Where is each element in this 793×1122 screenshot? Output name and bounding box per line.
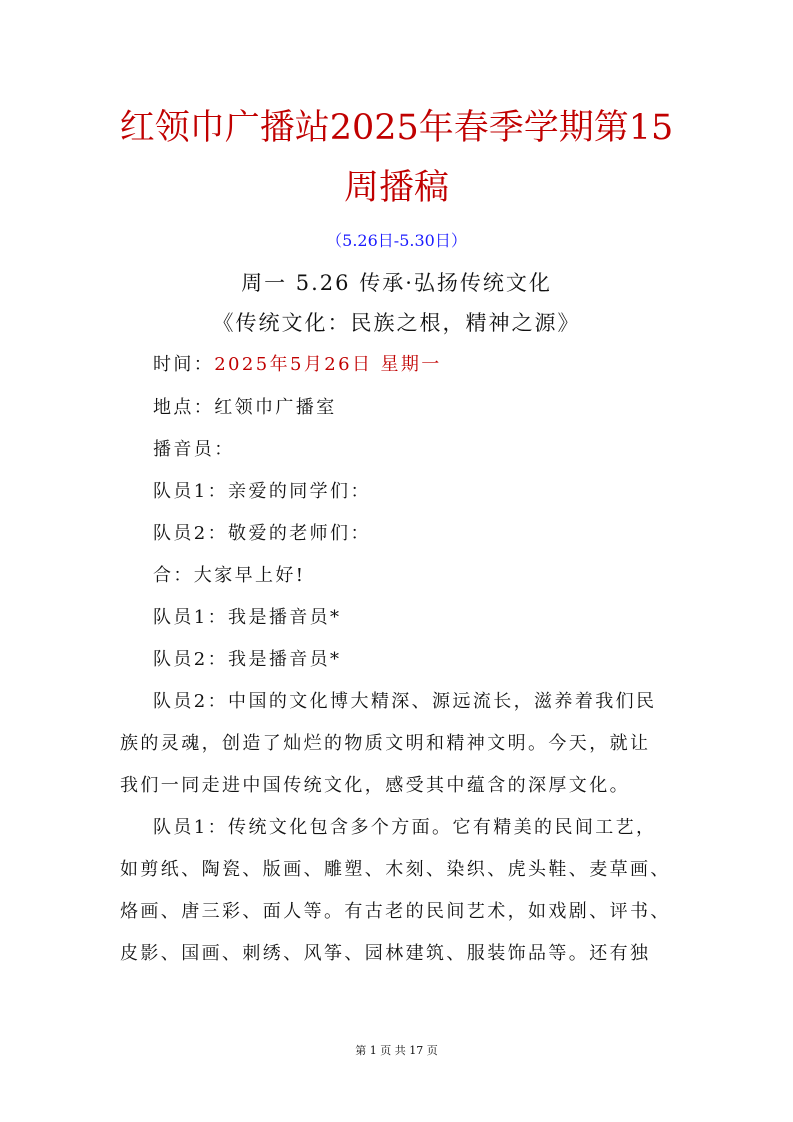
time-line xyxy=(153,352,442,378)
dialogue-line: 队员2：敬爱的老师们： xyxy=(153,523,371,544)
dialogue-line: 队员1：亲爱的同学们： xyxy=(153,481,371,502)
place-line: 地点：红领巾广播室 xyxy=(153,397,337,418)
paragraph-line: 烙画、唐三彩、面人等。有古老的民间艺术，如戏剧、评书、 xyxy=(120,901,671,922)
page-footer: 第 1 页 共 17 页 xyxy=(355,1044,438,1057)
dialogue-line: 队员2：我是播音员* xyxy=(153,649,342,670)
paragraph-line: 队员2：中国的文化博大精深、源远流长，滋养着我们民 xyxy=(153,691,657,712)
section-heading: 周一 5.26 传承·弘扬传统文化 xyxy=(241,271,552,295)
paragraph-line: 我们一同走进中国传统文化，感受其中蕴含的深厚文化。 xyxy=(120,775,630,796)
document-title-line-1: 红领巾广播站2025年春季学期第15 xyxy=(119,108,674,148)
document-title-line-2: 周播稿 xyxy=(343,168,449,208)
paragraph-line: 如剪纸、陶瓷、版画、雕塑、木刻、染织、虎头鞋、麦草画、 xyxy=(120,859,671,880)
paragraph-line: 皮影、国画、刺绣、风筝、园林建筑、服装饰品等。还有独 xyxy=(120,943,651,964)
time-label: 时间： xyxy=(153,354,215,375)
announcers-line: 播音员： xyxy=(153,439,235,460)
paragraph-line: 族的灵魂，创造了灿烂的物质文明和精神文明。今天，就让 xyxy=(120,733,651,754)
date-range: （5.26日-5.30日） xyxy=(326,231,467,250)
program-title: 《传统文化：民族之根，精神之源》 xyxy=(212,311,581,335)
dialogue-line: 合：大家早上好! xyxy=(153,565,306,586)
paragraph-line: 队员1：传统文化包含多个方面。它有精美的民间工艺， xyxy=(153,817,657,838)
time-value: 2025年5月26日 星期一 xyxy=(214,354,442,375)
dialogue-line: 队员1：我是播音员* xyxy=(153,607,342,628)
